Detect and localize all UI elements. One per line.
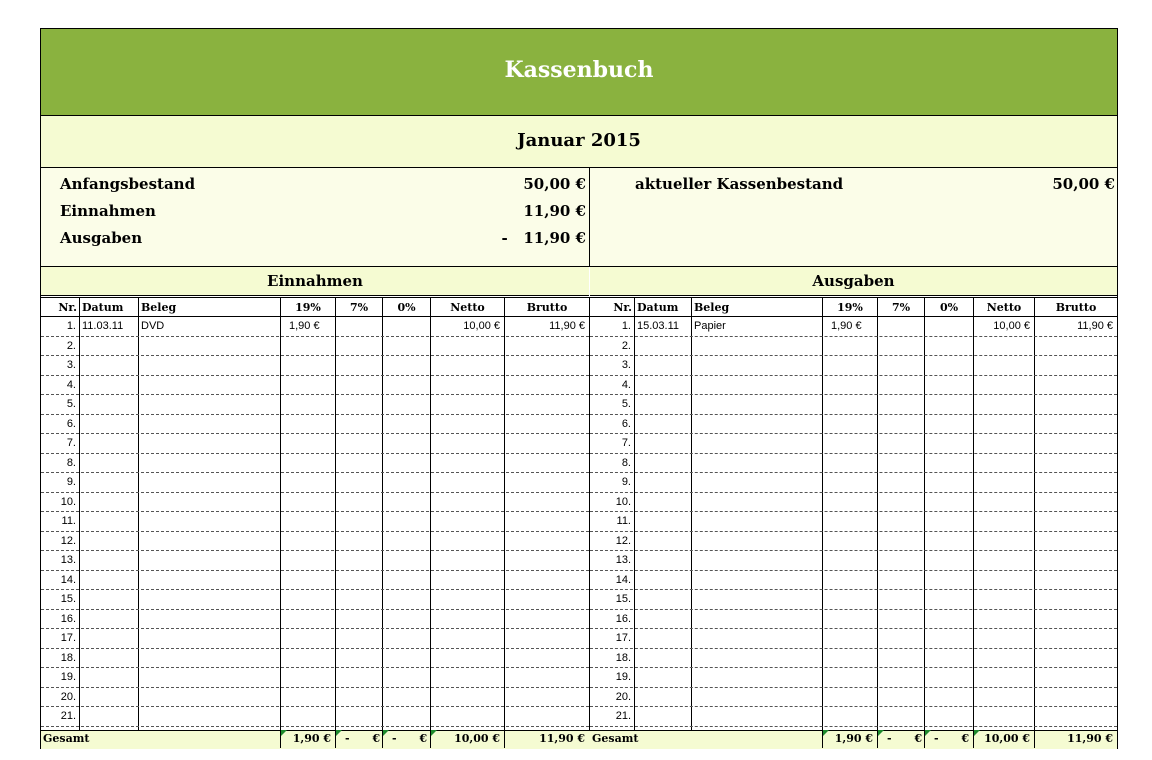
einnahmen-row-line: [41, 472, 589, 473]
ausgaben-summary-label: Ausgaben: [60, 229, 143, 247]
einnahmen-cell-datum[interactable]: 11.03.11: [82, 320, 124, 332]
einnahmen-col-divider: [335, 297, 336, 730]
ausgaben-total-p7: - €: [887, 732, 923, 745]
totals-col-divider: [504, 730, 505, 748]
einnahmen-row-line: [41, 570, 589, 571]
einnahmen-row-number: 12.: [60, 534, 76, 547]
einnahmen-row-number: 19.: [60, 671, 76, 683]
einnahmen-row-line: [41, 589, 589, 590]
einnahmen-col-divider: [504, 297, 505, 730]
einnahmen-col-divider: [138, 297, 139, 730]
einnahmen-cell-brutto[interactable]: 11,90 €: [549, 320, 585, 332]
ausgaben-row-number: 20.: [615, 690, 631, 703]
einnahmen-col-header-brutto: Brutto: [505, 299, 589, 316]
ausgaben-row-line: [590, 433, 1117, 434]
einnahmen-row-number: 7.: [66, 437, 76, 449]
einnahmen-row-number: 5.: [66, 398, 76, 410]
einnahmen-row-number: 21.: [60, 710, 76, 722]
ausgaben-row-line: [590, 687, 1117, 688]
header-bottom-line: [41, 316, 1117, 317]
einnahmen-row-number: 14.: [60, 573, 76, 586]
einnahmen-section-header: Einnahmen: [41, 267, 589, 296]
ausgaben-row-number: 17.: [615, 632, 631, 644]
totals-col-divider: [877, 730, 878, 748]
ausgaben-row-number: 8.: [621, 456, 631, 469]
ausgaben-row-line: [590, 570, 1117, 571]
ausgaben-col-divider: [1034, 297, 1035, 730]
einnahmen-row-number: 8.: [66, 456, 76, 469]
einnahmen-col-divider: [280, 297, 281, 730]
einnahmen-row-line: [41, 414, 589, 415]
einnahmen-col-divider: [79, 297, 80, 730]
formula-marker-icon: [431, 730, 437, 736]
ausgaben-total-netto: 10,00 €: [984, 732, 1030, 745]
month-banner: [41, 116, 1117, 168]
ausgaben-row-line: [590, 453, 1117, 454]
ausgaben-row-line: [590, 550, 1117, 551]
einnahmen-row-line: [41, 609, 589, 610]
anfangsbestand-value[interactable]: 50,00 €: [523, 175, 586, 193]
ausgaben-row-number: 5.: [621, 398, 631, 410]
totals-col-divider: [924, 730, 925, 748]
einnahmen-row-line: [41, 706, 589, 707]
ausgaben-col-header-p0: 0%: [925, 299, 973, 316]
einnahmen-row-line: [41, 667, 589, 668]
ausgaben-total-p0: - €: [934, 732, 970, 745]
einnahmen-row-line: [41, 433, 589, 434]
summary-panel: [41, 168, 1117, 267]
einnahmen-col-divider: [382, 297, 383, 730]
totals-col-divider: [973, 730, 974, 748]
ausgaben-row-number: 14.: [615, 573, 631, 586]
ausgaben-row-line: [590, 336, 1117, 337]
einnahmen-total-netto: 10,00 €: [454, 732, 500, 745]
einnahmen-col-header-netto: Netto: [431, 299, 504, 316]
ausgaben-col-divider: [877, 297, 878, 730]
grid-top-line: [41, 297, 1117, 298]
ausgaben-row-number: 2.: [621, 339, 631, 352]
einnahmen-col-header-nr: Nr.: [42, 299, 77, 316]
totals-label-right: Gesamt: [592, 732, 639, 745]
ausgaben-cell-p19[interactable]: 1,90 €: [831, 320, 862, 332]
ausgaben-row-number: 12.: [615, 534, 631, 547]
ausgaben-row-line: [590, 648, 1117, 649]
ausgaben-row-line: [590, 394, 1117, 395]
totals-col-divider: [822, 730, 823, 748]
einnahmen-row-number: 17.: [60, 632, 76, 644]
einnahmen-summary-value: 11,90 €: [523, 202, 586, 220]
ausgaben-row-line: [590, 706, 1117, 707]
formula-marker-icon: [974, 730, 980, 736]
formula-marker-icon: [383, 730, 389, 736]
einnahmen-row-number: 1.: [66, 320, 76, 332]
summary-divider: [589, 168, 590, 266]
ausgaben-row-line: [590, 628, 1117, 629]
formula-marker-icon: [925, 730, 931, 736]
ausgaben-row-line: [590, 726, 1117, 727]
formula-marker-icon: [336, 730, 342, 736]
einnahmen-row-line: [41, 648, 589, 649]
ausgaben-row-line: [590, 355, 1117, 356]
einnahmen-row-number: 18.: [60, 651, 76, 664]
kassenbestand-label: aktueller Kassenbestand: [635, 175, 844, 193]
einnahmen-row-number: 10.: [60, 495, 76, 508]
einnahmen-row-line: [41, 511, 589, 512]
einnahmen-col-header-p19: 19%: [281, 299, 335, 316]
einnahmen-col-header-datum: Datum: [80, 299, 140, 316]
einnahmen-row-line: [41, 453, 589, 454]
title-banner: [41, 29, 1117, 116]
einnahmen-row-line: [41, 375, 589, 376]
einnahmen-row-number: 20.: [60, 690, 76, 703]
einnahmen-row-number: 9.: [66, 476, 76, 488]
einnahmen-row-line: [41, 394, 589, 395]
einnahmen-summary-label: Einnahmen: [60, 202, 156, 220]
ausgaben-row-number: 3.: [621, 359, 631, 371]
einnahmen-col-header-p0: 0%: [383, 299, 430, 316]
month-title: Januar 2015: [517, 130, 641, 151]
ausgaben-row-line: [590, 589, 1117, 590]
einnahmen-row-number: 11.: [61, 515, 76, 527]
einnahmen-row-number: 13.: [60, 554, 76, 566]
ausgaben-col-divider: [691, 297, 692, 730]
ausgaben-cell-beleg[interactable]: Papier: [694, 320, 726, 332]
ausgaben-row-number: 1.: [621, 320, 631, 332]
einnahmen-total-brutto: 11,90 €: [539, 732, 585, 745]
einnahmen-total-p0: - €: [392, 732, 428, 745]
anfangsbestand-label: Anfangsbestand: [60, 175, 196, 193]
einnahmen-row-line: [41, 726, 589, 727]
einnahmen-row-number: 3.: [66, 359, 76, 371]
ausgaben-row-number: 15.: [615, 593, 631, 605]
einnahmen-col-divider: [430, 297, 431, 730]
ausgaben-row-line: [590, 414, 1117, 415]
ausgaben-row-line: [590, 492, 1117, 493]
section-divider: [589, 297, 590, 748]
ausgaben-cell-datum[interactable]: 15.03.11: [637, 320, 680, 332]
page-title: Kassenbuch: [504, 57, 654, 83]
einnahmen-row-line: [41, 628, 589, 629]
totals-col-divider: [280, 730, 281, 748]
ausgaben-row-line: [590, 472, 1117, 473]
ausgaben-summary-value: - 11,90 €: [501, 229, 586, 247]
ausgaben-row-number: 16.: [615, 612, 631, 625]
kassenbestand-value: 50,00 €: [1052, 175, 1115, 193]
einnahmen-row-line: [41, 550, 589, 551]
ausgaben-col-header-nr: Nr.: [591, 299, 632, 316]
einnahmen-row-number: 6.: [66, 417, 76, 430]
einnahmen-cell-p19[interactable]: 1,90 €: [289, 320, 320, 332]
ausgaben-col-divider: [924, 297, 925, 730]
ausgaben-row-number: 13.: [615, 554, 631, 566]
totals-col-divider: [1034, 730, 1035, 748]
ausgaben-col-header-beleg: Beleg: [692, 299, 824, 316]
einnahmen-col-header-beleg: Beleg: [139, 299, 282, 316]
ausgaben-cell-netto[interactable]: 10,00 €: [993, 320, 1030, 332]
ausgaben-total-brutto: 11,90 €: [1067, 732, 1113, 745]
ausgaben-section-header: Ausgaben: [590, 267, 1117, 296]
ausgaben-row-number: 11.: [616, 515, 631, 527]
ausgaben-row-number: 10.: [615, 495, 631, 508]
ausgaben-row-line: [590, 531, 1117, 532]
einnahmen-row-line: [41, 492, 589, 493]
ausgaben-cell-brutto[interactable]: 11,90 €: [1077, 320, 1113, 332]
einnahmen-cell-netto[interactable]: 10,00 €: [463, 320, 500, 332]
einnahmen-cell-beleg[interactable]: DVD: [141, 320, 165, 332]
ausgaben-total-p19: 1,90 €: [834, 732, 873, 745]
ausgaben-row-number: 4.: [621, 378, 631, 391]
ausgaben-row-line: [590, 609, 1117, 610]
totals-col-divider: [382, 730, 383, 748]
ausgaben-col-header-brutto: Brutto: [1035, 299, 1117, 316]
einnahmen-total-p19: 1,90 €: [292, 732, 331, 745]
einnahmen-total-p7: - €: [345, 732, 381, 745]
ausgaben-col-header-p19: 19%: [823, 299, 877, 316]
ausgaben-row-number: 7.: [621, 437, 631, 449]
kassenbuch-sheet: [40, 28, 1118, 749]
formula-marker-icon: [878, 730, 884, 736]
totals-col-divider: [430, 730, 431, 748]
ausgaben-row-line: [590, 667, 1117, 668]
formula-marker-icon: [823, 730, 829, 736]
einnahmen-col-header-p7: 7%: [336, 299, 382, 316]
ausgaben-row-number: 18.: [615, 651, 631, 664]
ausgaben-col-header-p7: 7%: [878, 299, 924, 316]
ausgaben-row-number: 9.: [621, 476, 631, 488]
formula-marker-icon: [281, 730, 287, 736]
einnahmen-row-number: 15.: [60, 593, 76, 605]
ausgaben-row-line: [590, 511, 1117, 512]
ausgaben-row-line: [590, 375, 1117, 376]
ausgaben-col-divider: [634, 297, 635, 730]
totals-label-left: Gesamt: [43, 732, 90, 745]
einnahmen-row-line: [41, 355, 589, 356]
ausgaben-row-number: 19.: [615, 671, 631, 683]
ausgaben-row-number: 21.: [615, 710, 631, 722]
totals-col-divider: [335, 730, 336, 748]
einnahmen-row-number: 2.: [66, 339, 76, 352]
ausgaben-row-number: 6.: [621, 417, 631, 430]
einnahmen-row-number: 4.: [66, 378, 76, 391]
einnahmen-row-line: [41, 336, 589, 337]
einnahmen-row-line: [41, 531, 589, 532]
einnahmen-row-number: 16.: [60, 612, 76, 625]
einnahmen-row-line: [41, 687, 589, 688]
ausgaben-col-header-netto: Netto: [974, 299, 1034, 316]
ausgaben-col-divider: [973, 297, 974, 730]
ausgaben-col-divider: [822, 297, 823, 730]
ausgaben-col-header-datum: Datum: [635, 299, 693, 316]
